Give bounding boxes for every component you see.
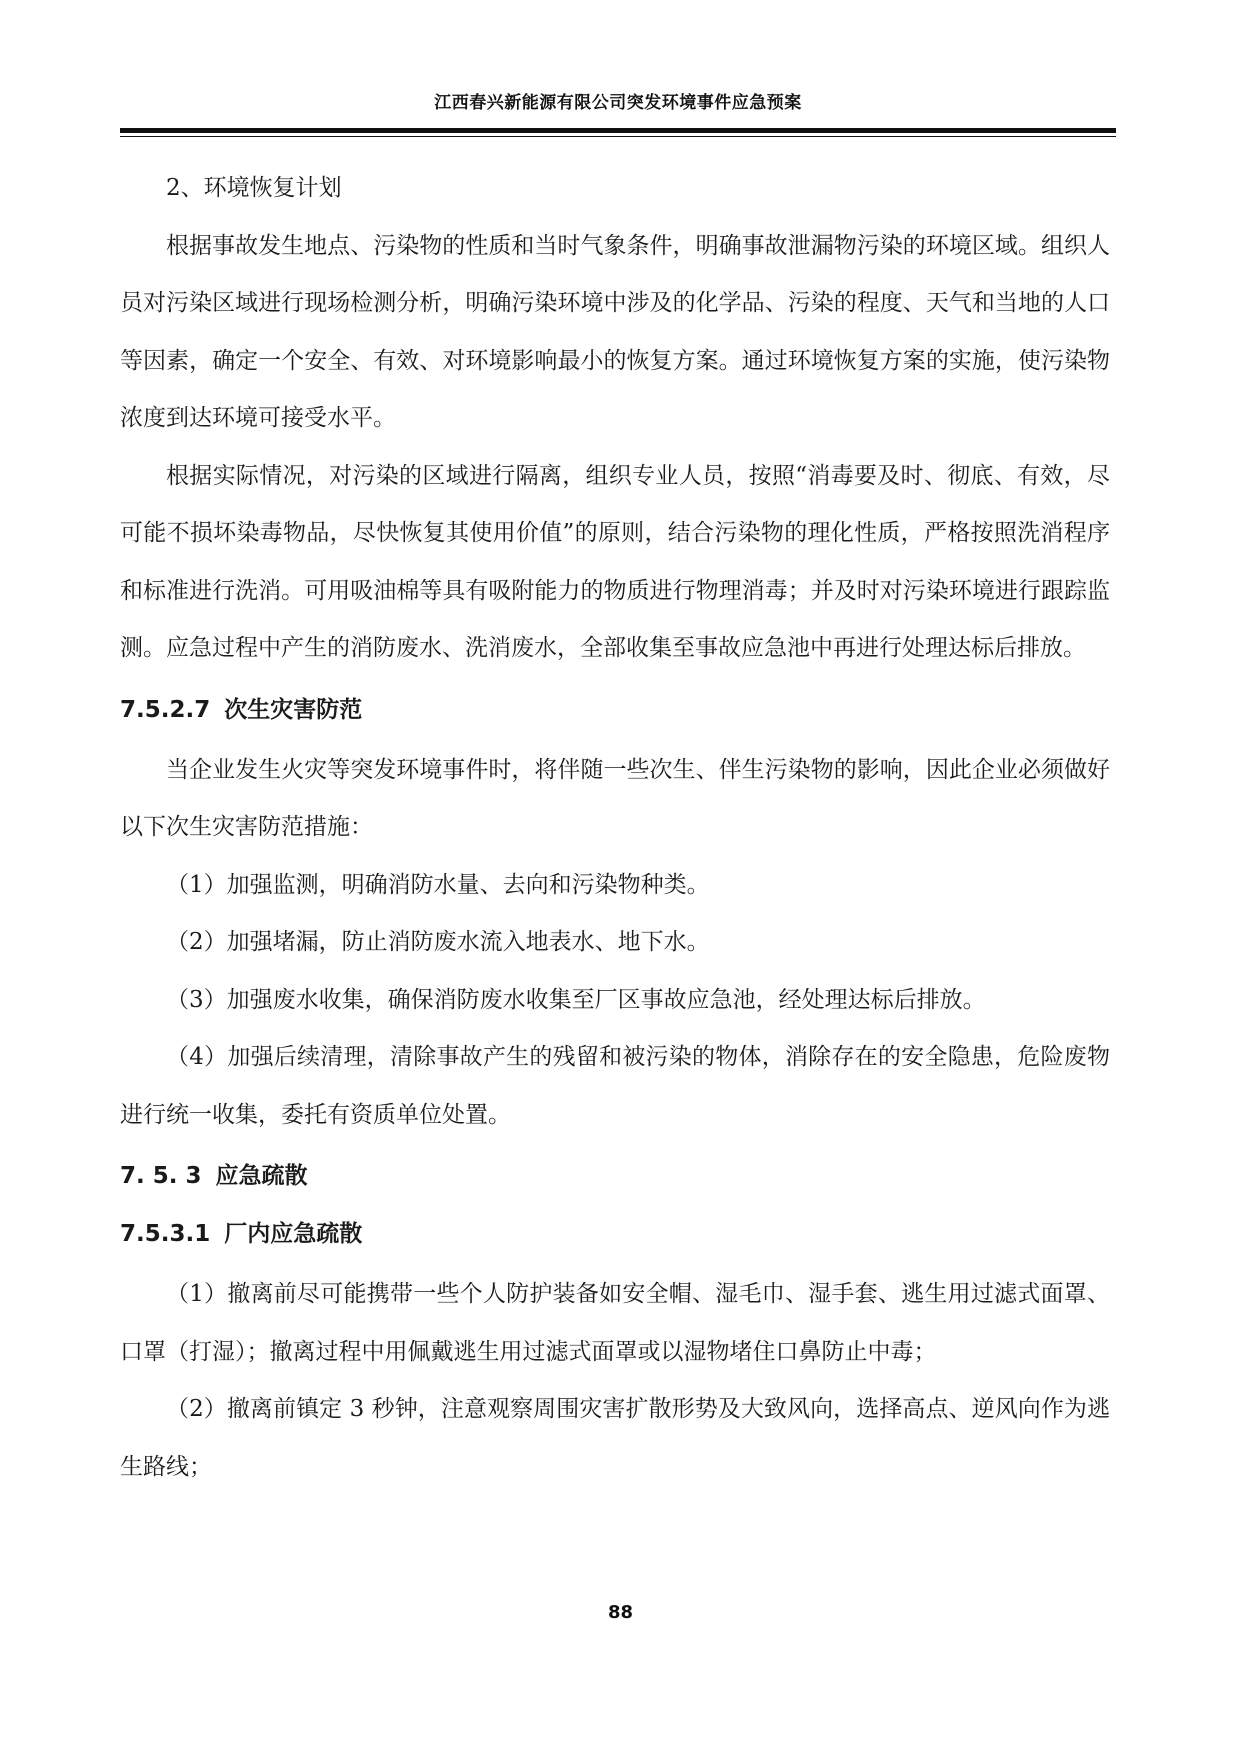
list-item: （4）加强后续清理，清除事故产生的残留和被污染的物体，消除存在的安全隐患，危险废物进行统一收集，委托有资质单位处置。 (120, 1044, 1110, 1128)
page-number: 88 (607, 1602, 634, 1623)
section-heading (120, 1202, 1110, 1266)
section-heading (120, 678, 1110, 742)
header-rule-thin (120, 136, 1116, 137)
section-number: 7. 5. 3 (120, 1163, 202, 1189)
list-item: （2）加强堵漏，防止消防废水流入地表水、地下水。 (166, 929, 710, 955)
section-number: 7.5.3.1 (120, 1221, 211, 1247)
paragraph: 当企业发生火灾等突发环境事件时，将伴随一些次生、伴生污染物的影响，因此企业必须做好以下次生灾害防范措施： (120, 756, 1110, 840)
section-title: 应急疏散 (215, 1163, 308, 1189)
subsection-title: 2、环境恢复计划 (166, 175, 342, 201)
list-item: （1）撤离前尽可能携带一些个人防护装备如安全帽、湿毛巾、湿手套、逃生用过滤式面罩、口罩（打湿）；撤离过程中用佩戴逃生用过滤式面罩或以湿物堵住口鼻防止中毒； (120, 1281, 1110, 1365)
list-item: （1）加强监测，明确消防水量、去向和污染物种类。 (166, 871, 710, 898)
section-heading (120, 1144, 1110, 1208)
list-item: （3）加强废水收集，确保消防废水收集至厂区事故应急池，经处理达标后排放。 (166, 986, 986, 1013)
section-number: 7.5.2.7 (120, 696, 211, 723)
section-title: 次生灾害防范 (224, 696, 363, 723)
paragraph: 根据事故发生地点、污染物的性质和当时气象条件，明确事故泄漏物污染的环境区域。组织人员对污染区域进行现场检测分析，明确污染环境中涉及的化学品、污染的程度、天气和当地的人口等因素，确定一个安全、有效、对环境影响最小的恢复方案。通过环境恢复方案的实施，使污染物浓度到达环境可接受水平。 (120, 232, 1110, 431)
list-item: （2）撤离前镇定 3 秒钟，注意观察周围灾害扩散形势及大致风向，选择高点、逆风向作为逃生路线； (120, 1396, 1110, 1480)
section-title: 厂内应急疏散 (224, 1221, 363, 1247)
paragraph: 根据实际情况，对污染的区域进行隔离，组织专业人员，按照“消毒要及时、彻底、有效，尽可能不损坏染毒物品，尽快恢复其使用价值”的原则，结合污染物的理化性质，严格按照洗消程序和标准进行洗消。可用吸油棉等具有吸附能力的物质进行物理消毒；并及时对污染环境进行跟踪监测。应急过程中产生的消防废水、洗消废水，全部收集至事故应急池中再进行处理达标后排放。 (120, 462, 1110, 661)
document-body (120, 160, 1110, 1496)
header-rule-thick (120, 128, 1116, 133)
page-header: 江西春兴新能源有限公司突发环境事件应急预案 (434, 93, 802, 113)
